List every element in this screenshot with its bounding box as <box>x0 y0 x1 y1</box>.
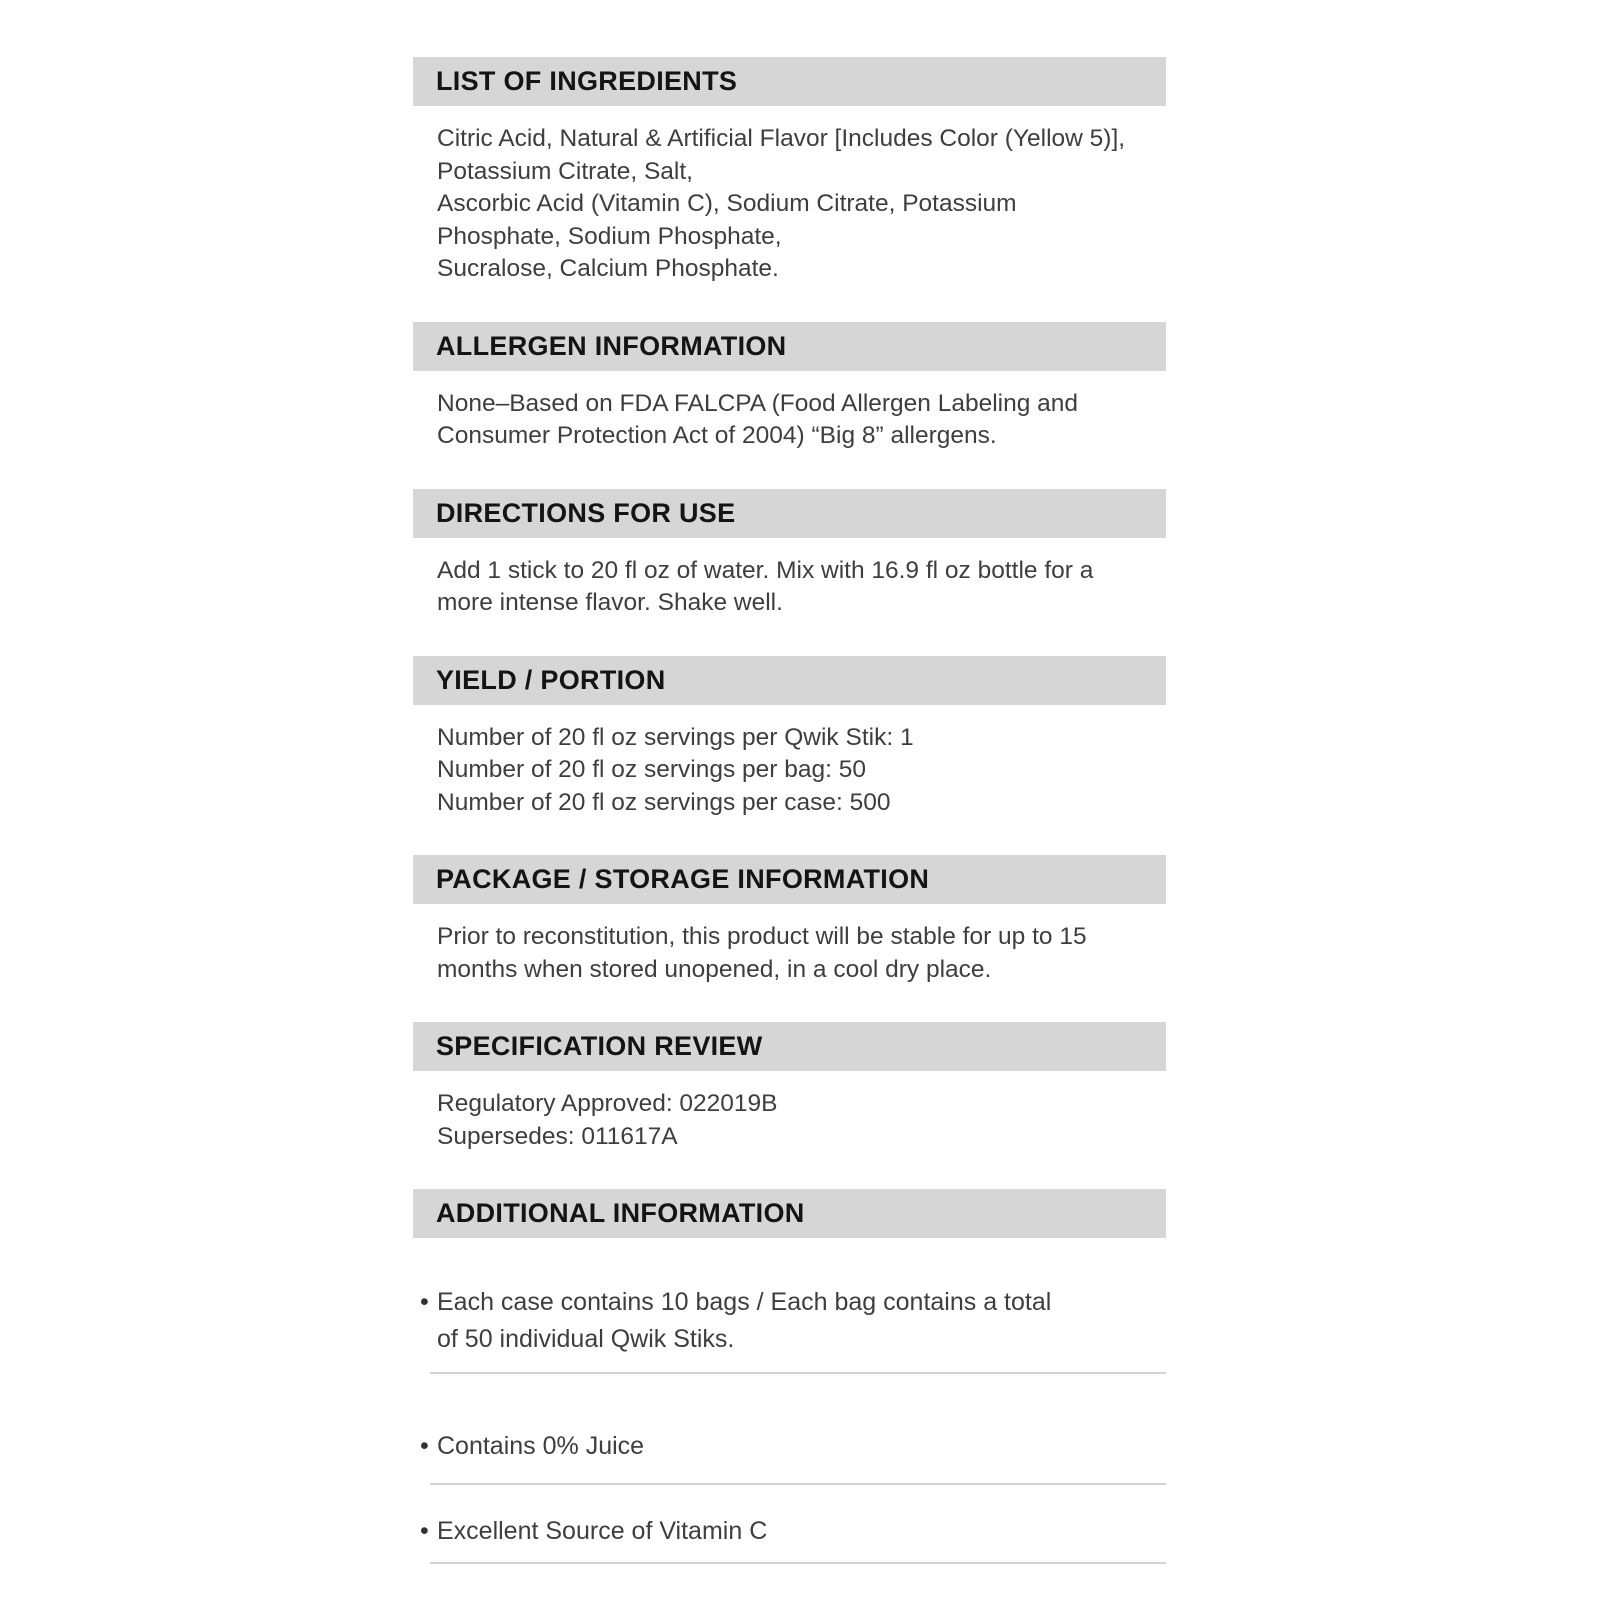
section-header-bar <box>413 57 1166 106</box>
section-title: SPECIFICATION REVIEW <box>436 1031 763 1061</box>
section-header-bar <box>413 322 1166 371</box>
body-line: Regulatory Approved: 022019B <box>437 1090 778 1117</box>
section-header-bar <box>413 656 1166 705</box>
spec-sheet-content <box>413 57 1166 1600</box>
bullet-icon: • <box>420 1288 429 1316</box>
divider <box>430 1483 1166 1485</box>
bullet-icon: • <box>420 1517 429 1545</box>
list-item <box>413 1513 1166 1550</box>
bullet-text <box>437 1513 1166 1550</box>
section-specification-review <box>413 1022 1166 1153</box>
bullet-text <box>437 1428 1166 1465</box>
section-body <box>413 705 1166 820</box>
section-header-bar <box>413 855 1166 904</box>
body-line: None–Based on FDA FALCPA (Food Allergen Labeling and <box>437 389 1079 417</box>
body-line: Number of 20 fl oz servings per Qwik Stik: 1 <box>437 723 914 751</box>
section-title: ADDITIONAL INFORMATION <box>436 1198 805 1228</box>
body-line: of 50 individual Qwik Stiks. <box>437 1325 735 1353</box>
section-list-of-ingredients <box>413 57 1166 286</box>
body-line: more intense flavor. Shake well. <box>437 589 783 616</box>
list-item <box>413 1284 1166 1358</box>
body-line: Citric Acid, Natural & Artificial Flavor [Includes Color (Yellow 5)], <box>437 125 1126 152</box>
divider <box>430 1372 1166 1374</box>
body-line: months when stored unopened, in a cool dry place. <box>437 955 992 983</box>
body-line: Excellent Source of Vitamin C <box>437 1517 768 1545</box>
body-line: Ascorbic Acid (Vitamin C), Sodium Citrate, Potassium <box>437 190 1017 217</box>
body-line: Number of 20 fl oz servings per bag: 50 <box>437 756 866 783</box>
section-title: YIELD / PORTION <box>436 664 666 695</box>
section-body <box>413 371 1166 453</box>
section-title: ALLERGEN INFORMATION <box>436 330 787 361</box>
body-line: Consumer Protection Act of 2004) “Big 8” allergens. <box>437 422 997 449</box>
section-body <box>413 106 1166 286</box>
section-directions-for-use <box>413 489 1166 620</box>
section-header-bar <box>413 1189 1166 1238</box>
section-title: DIRECTIONS FOR USE <box>436 497 736 528</box>
section-body <box>413 1071 1166 1153</box>
body-line: Number of 20 fl oz servings per case: 500 <box>437 788 891 816</box>
bullet-text <box>437 1284 1166 1358</box>
body-line: Sucralose, Calcium Phosphate. <box>437 255 779 282</box>
section-package-storage-information <box>413 855 1166 986</box>
section-body <box>413 904 1166 986</box>
section-additional-information <box>413 1189 1166 1564</box>
body-line: Potassium Citrate, Salt, <box>437 157 693 185</box>
section-body <box>413 538 1166 620</box>
body-line: Phosphate, Sodium Phosphate, <box>437 222 782 250</box>
section-yield-portion <box>413 656 1166 820</box>
additional-info-list <box>413 1284 1166 1564</box>
bullet-icon: • <box>420 1432 429 1460</box>
section-header-bar <box>413 489 1166 538</box>
body-line: Contains 0% Juice <box>437 1432 645 1460</box>
section-header-bar <box>413 1022 1166 1071</box>
section-title: LIST OF INGREDIENTS <box>436 66 738 96</box>
body-line: Each case contains 10 bags / Each bag contains a total <box>437 1288 1052 1316</box>
divider <box>430 1562 1166 1564</box>
body-line: Add 1 stick to 20 fl oz of water. Mix with 16.9 fl oz bottle for a <box>437 556 1094 584</box>
section-title: PACKAGE / STORAGE INFORMATION <box>436 864 930 894</box>
body-line: Supersedes: 011617A <box>437 1122 678 1150</box>
body-line: Prior to reconstitution, this product will be stable for up to 15 <box>437 923 1087 950</box>
section-allergen-information <box>413 322 1166 453</box>
list-item <box>413 1428 1166 1465</box>
